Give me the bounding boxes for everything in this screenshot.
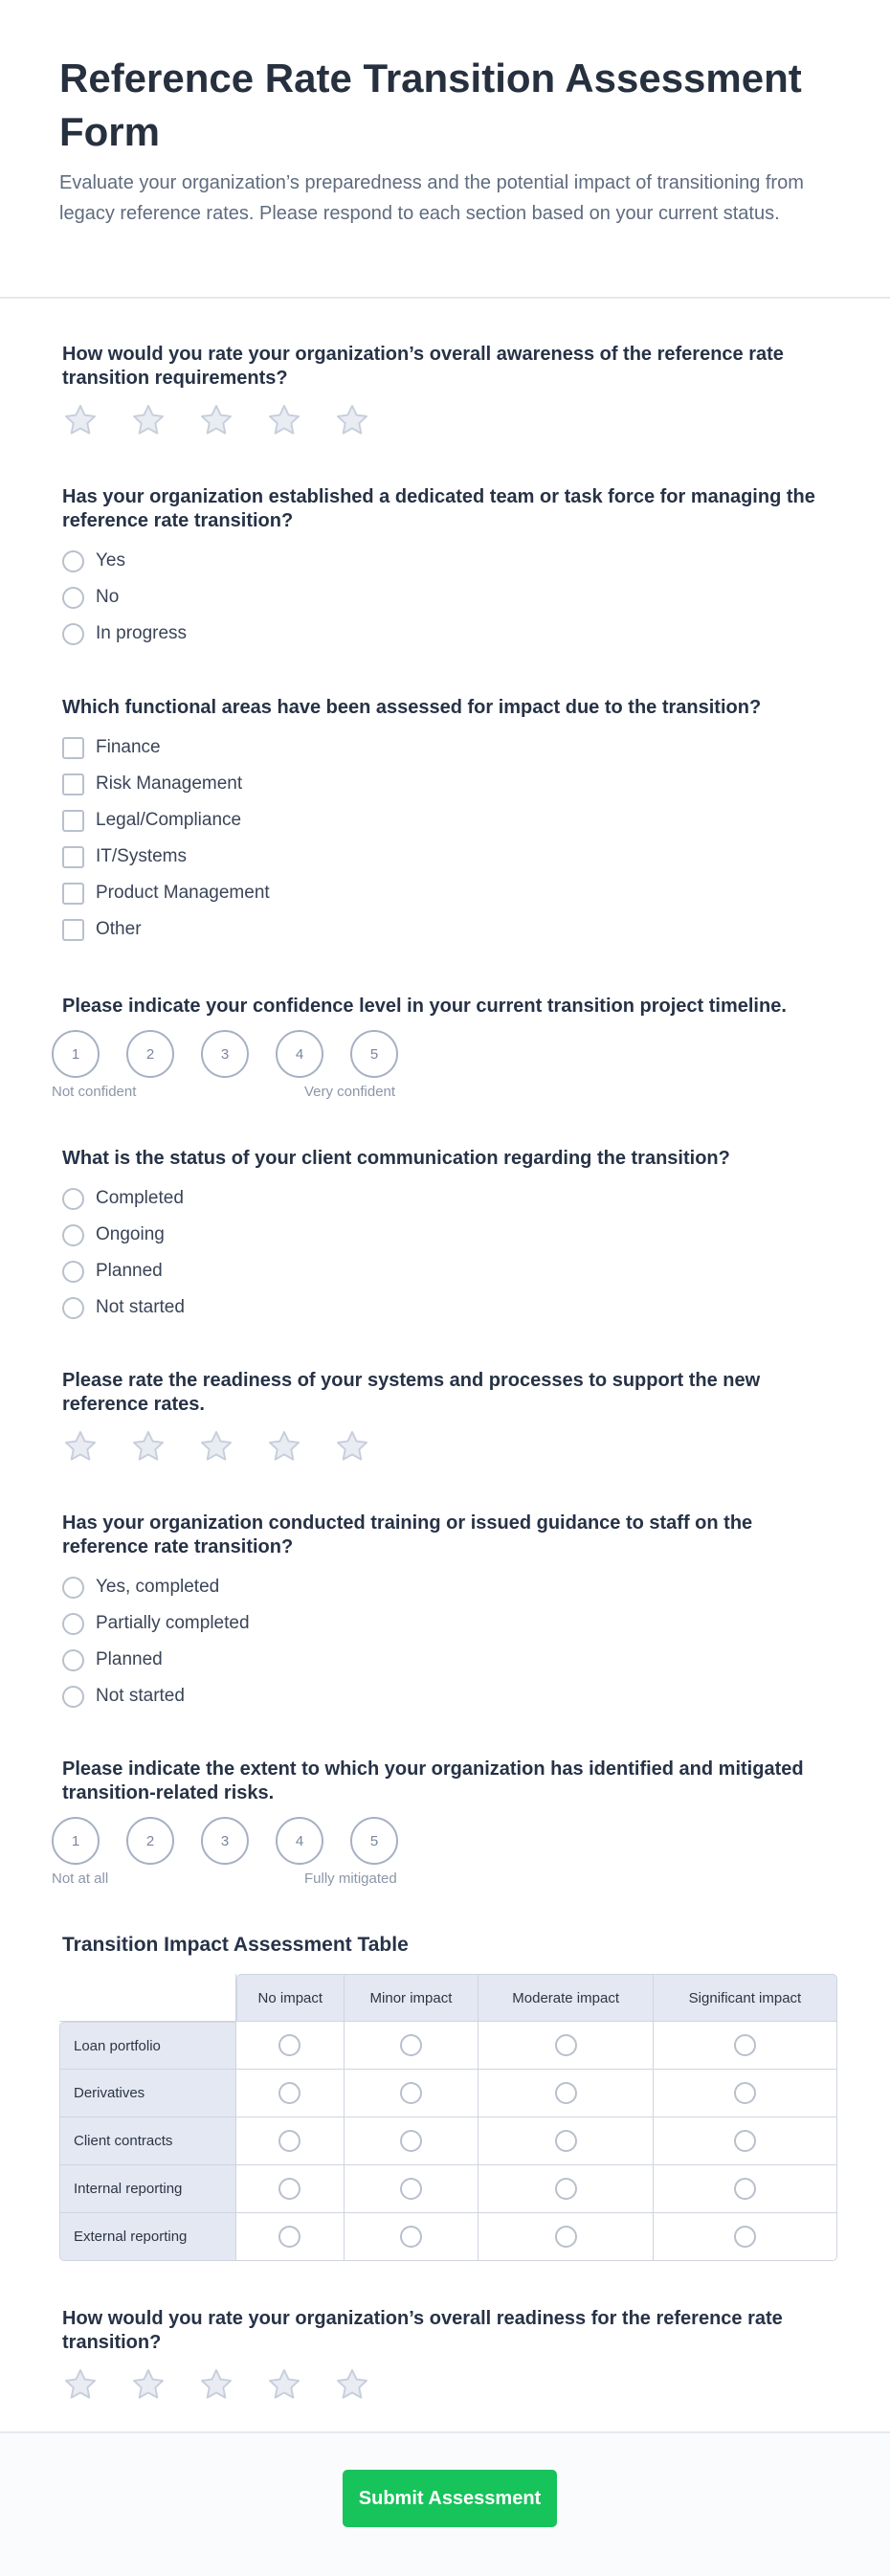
matrix-column-header: No impact: [236, 1974, 345, 2022]
radio-option[interactable]: [62, 1605, 828, 1642]
radio-button[interactable]: [400, 2178, 422, 2200]
radio-button[interactable]: [62, 1188, 84, 1210]
star-icon[interactable]: [130, 1428, 167, 1465]
radio-button[interactable]: [62, 1261, 84, 1283]
option-label: Planned: [96, 1261, 163, 1281]
option-label: Not started: [96, 1686, 185, 1706]
matrix-cell[interactable]: [654, 2165, 837, 2213]
star-icon[interactable]: [62, 1428, 99, 1465]
question-timeline-confidence: [52, 995, 828, 1105]
star-rating: [62, 2366, 828, 2403]
star-icon[interactable]: [130, 2366, 167, 2403]
radio-button[interactable]: [278, 2226, 300, 2248]
question-overall-readiness: [62, 2307, 828, 2403]
matrix-cell[interactable]: [345, 2070, 479, 2117]
radio-button[interactable]: [400, 2130, 422, 2152]
checkbox-option[interactable]: [62, 729, 828, 766]
star-icon[interactable]: [266, 1428, 302, 1465]
matrix-cell[interactable]: [236, 2213, 345, 2261]
question-title: How would you rate your organization’s overall readiness for the reference rate transition?: [62, 2308, 783, 2353]
matrix-cell[interactable]: [654, 2213, 837, 2261]
radio-group: [62, 543, 828, 652]
radio-button[interactable]: [62, 587, 84, 609]
radio-group: [62, 1180, 828, 1326]
star-icon[interactable]: [266, 2366, 302, 2403]
radio-button[interactable]: [555, 2034, 577, 2056]
form-header: [0, 0, 890, 297]
checkbox[interactable]: [62, 846, 84, 868]
radio-button[interactable]: [62, 623, 84, 645]
radio-option[interactable]: [62, 579, 828, 616]
matrix-row: [59, 2213, 837, 2261]
star-icon[interactable]: [198, 1428, 234, 1465]
radio-button[interactable]: [278, 2034, 300, 2056]
matrix-cell[interactable]: [478, 2213, 654, 2261]
star-icon[interactable]: [266, 402, 302, 438]
radio-button[interactable]: [62, 550, 84, 572]
radio-button[interactable]: [555, 2178, 577, 2200]
checkbox[interactable]: [62, 737, 84, 759]
question-training: [62, 1512, 828, 1714]
matrix-cell[interactable]: [478, 2117, 654, 2165]
star-icon[interactable]: [334, 2366, 370, 2403]
radio-button[interactable]: [62, 1297, 84, 1319]
form-description: Evaluate your organization’s preparedness and the potential impact of transitioning from legacy reference rates. Please respond to each section based on your current status.: [59, 172, 804, 224]
radio-button[interactable]: [62, 1613, 84, 1635]
radio-option[interactable]: [62, 1253, 828, 1289]
question-risk-mitigation: [52, 1758, 828, 1892]
option-label: Ongoing: [96, 1224, 165, 1244]
matrix-cell[interactable]: [478, 2070, 654, 2117]
scale-high-label: Very confident: [304, 1084, 396, 1100]
option-label: Planned: [96, 1649, 163, 1669]
matrix-cell[interactable]: [654, 2070, 837, 2117]
question-title: Please indicate your confidence level in your current transition project timeline.: [62, 996, 787, 1017]
radio-button[interactable]: [62, 1686, 84, 1708]
question-functional-areas: [62, 696, 828, 948]
matrix-column-header: Moderate impact: [478, 1974, 654, 2022]
matrix-cell[interactable]: [236, 2022, 345, 2070]
radio-option[interactable]: [62, 1569, 828, 1605]
option-label: Completed: [96, 1188, 184, 1208]
scale-option-3[interactable]: 3: [201, 1030, 249, 1078]
scale-option-1[interactable]: 1: [52, 1030, 100, 1078]
radio-button[interactable]: [62, 1649, 84, 1671]
checkbox[interactable]: [62, 919, 84, 941]
option-label: Legal/Compliance: [96, 810, 242, 830]
matrix-row: [59, 2117, 837, 2165]
matrix-row: [59, 2165, 837, 2213]
checkbox[interactable]: [62, 883, 84, 905]
matrix-row-label: Internal reporting: [59, 2165, 236, 2213]
matrix-cell[interactable]: [345, 2022, 479, 2070]
scale-rating: [52, 1030, 828, 1078]
star-icon[interactable]: [62, 2366, 99, 2403]
option-label: Partially completed: [96, 1613, 250, 1633]
radio-button[interactable]: [278, 2178, 300, 2200]
checkbox-option[interactable]: [62, 766, 828, 802]
option-label: Product Management: [96, 883, 270, 903]
radio-button[interactable]: [62, 1224, 84, 1246]
matrix-corner: [59, 1974, 236, 2022]
radio-option[interactable]: [62, 1180, 828, 1217]
question-title: Which functional areas have been assessed for impact due to the transition?: [62, 697, 762, 718]
scale-labels: [52, 1870, 828, 1892]
scale-rating: [52, 1817, 828, 1865]
radio-button[interactable]: [734, 2130, 756, 2152]
checkbox[interactable]: [62, 773, 84, 795]
matrix-cell[interactable]: [236, 2070, 345, 2117]
scale-option-2[interactable]: 2: [126, 1817, 174, 1865]
scale-labels: [52, 1084, 828, 1105]
scale-option-5[interactable]: 5: [350, 1030, 398, 1078]
checkbox-option[interactable]: [62, 839, 828, 875]
radio-option[interactable]: [62, 543, 828, 579]
question-systems-readiness: [62, 1369, 828, 1465]
radio-button[interactable]: [555, 2130, 577, 2152]
header-divider: [0, 297, 890, 299]
option-label: Yes: [96, 550, 125, 571]
radio-option[interactable]: [62, 1289, 828, 1326]
checkbox[interactable]: [62, 810, 84, 832]
star-rating: [62, 402, 828, 438]
radio-button[interactable]: [62, 1577, 84, 1599]
question-awareness: [62, 343, 828, 438]
matrix-cell[interactable]: [478, 2022, 654, 2070]
scale-option-2[interactable]: 2: [126, 1030, 174, 1078]
radio-button[interactable]: [734, 2034, 756, 2056]
question-title: What is the status of your client communication regarding the transition?: [62, 1148, 730, 1169]
radio-button[interactable]: [734, 2082, 756, 2104]
radio-option[interactable]: [62, 1642, 828, 1678]
option-label: Other: [96, 919, 142, 939]
scale-option-3[interactable]: 3: [201, 1817, 249, 1865]
radio-button[interactable]: [278, 2130, 300, 2152]
question-title: Please indicate the extent to which your organization has identified and mitigated transition-related risks.: [62, 1758, 804, 1803]
radio-button[interactable]: [400, 2226, 422, 2248]
matrix-cell[interactable]: [345, 2213, 479, 2261]
radio-option[interactable]: [62, 1217, 828, 1253]
question-client-communication: [62, 1147, 828, 1326]
matrix-row-label: External reporting: [59, 2213, 236, 2261]
star-rating: [62, 1428, 828, 1465]
matrix-cell[interactable]: [478, 2165, 654, 2213]
radio-button[interactable]: [555, 2082, 577, 2104]
star-icon[interactable]: [198, 402, 234, 438]
radio-button[interactable]: [555, 2226, 577, 2248]
scale-low-label: Not at all: [52, 1870, 109, 1887]
matrix-column-header: Significant impact: [654, 1974, 837, 2022]
matrix-cell[interactable]: [345, 2117, 479, 2165]
matrix-row-label: Loan portfolio: [59, 2022, 236, 2070]
star-icon[interactable]: [130, 402, 167, 438]
option-label: Not started: [96, 1297, 185, 1317]
matrix-column-header: Minor impact: [345, 1974, 479, 2022]
radio-button[interactable]: [278, 2082, 300, 2104]
question-title: Has your organization conducted training or issued guidance to staff on the reference rate transition?: [62, 1512, 753, 1557]
matrix-header-row: [59, 1974, 837, 2022]
matrix-row: [59, 2022, 837, 2070]
scale-low-label: Not confident: [52, 1084, 137, 1100]
checkbox-option[interactable]: [62, 875, 828, 911]
submit-button[interactable]: Submit Assessment: [343, 2470, 557, 2527]
star-icon[interactable]: [334, 402, 370, 438]
form-title: Reference Rate Transition Assessment Form: [59, 56, 802, 154]
option-label: Finance: [96, 737, 161, 757]
question-title: Please rate the readiness of your systems and processes to support the new reference rates.: [62, 1370, 761, 1415]
option-label: No: [96, 587, 120, 607]
checkbox-option[interactable]: [62, 802, 828, 839]
radio-option[interactable]: [62, 616, 828, 652]
star-icon[interactable]: [334, 1428, 370, 1465]
option-label: Risk Management: [96, 773, 243, 794]
option-label: Yes, completed: [96, 1577, 220, 1597]
radio-button[interactable]: [734, 2178, 756, 2200]
matrix-row: [59, 2070, 837, 2117]
checkbox-option[interactable]: [62, 911, 828, 948]
radio-button[interactable]: [734, 2226, 756, 2248]
radio-button[interactable]: [400, 2034, 422, 2056]
scale-option-4[interactable]: 4: [276, 1817, 323, 1865]
question-title: How would you rate your organization’s overall awareness of the reference rate transition requirements?: [62, 344, 784, 389]
scale-option-1[interactable]: 1: [52, 1817, 100, 1865]
star-icon[interactable]: [198, 2366, 234, 2403]
matrix-cell[interactable]: [654, 2117, 837, 2165]
radio-group: [62, 1569, 828, 1714]
scale-option-5[interactable]: 5: [350, 1817, 398, 1865]
question-title: Has your organization established a dedicated team or task force for managing the reference rate transition?: [62, 486, 815, 531]
option-label: In progress: [96, 623, 188, 643]
matrix-cell[interactable]: [236, 2165, 345, 2213]
matrix-title: Transition Impact Assessment Table: [62, 1934, 409, 1956]
matrix-row-label: Derivatives: [59, 2070, 236, 2117]
matrix-cell[interactable]: [236, 2117, 345, 2165]
matrix-cell[interactable]: [345, 2165, 479, 2213]
radio-option[interactable]: [62, 1678, 828, 1714]
scale-high-label: Fully mitigated: [304, 1870, 397, 1887]
option-label: IT/Systems: [96, 846, 188, 866]
checkbox-group: [62, 729, 828, 948]
star-icon[interactable]: [62, 402, 99, 438]
matrix-cell[interactable]: [654, 2022, 837, 2070]
radio-button[interactable]: [400, 2082, 422, 2104]
impact-matrix: [59, 1974, 837, 2261]
matrix-row-label: Client contracts: [59, 2117, 236, 2165]
question-dedicated-team: [62, 485, 828, 652]
scale-option-4[interactable]: 4: [276, 1030, 323, 1078]
